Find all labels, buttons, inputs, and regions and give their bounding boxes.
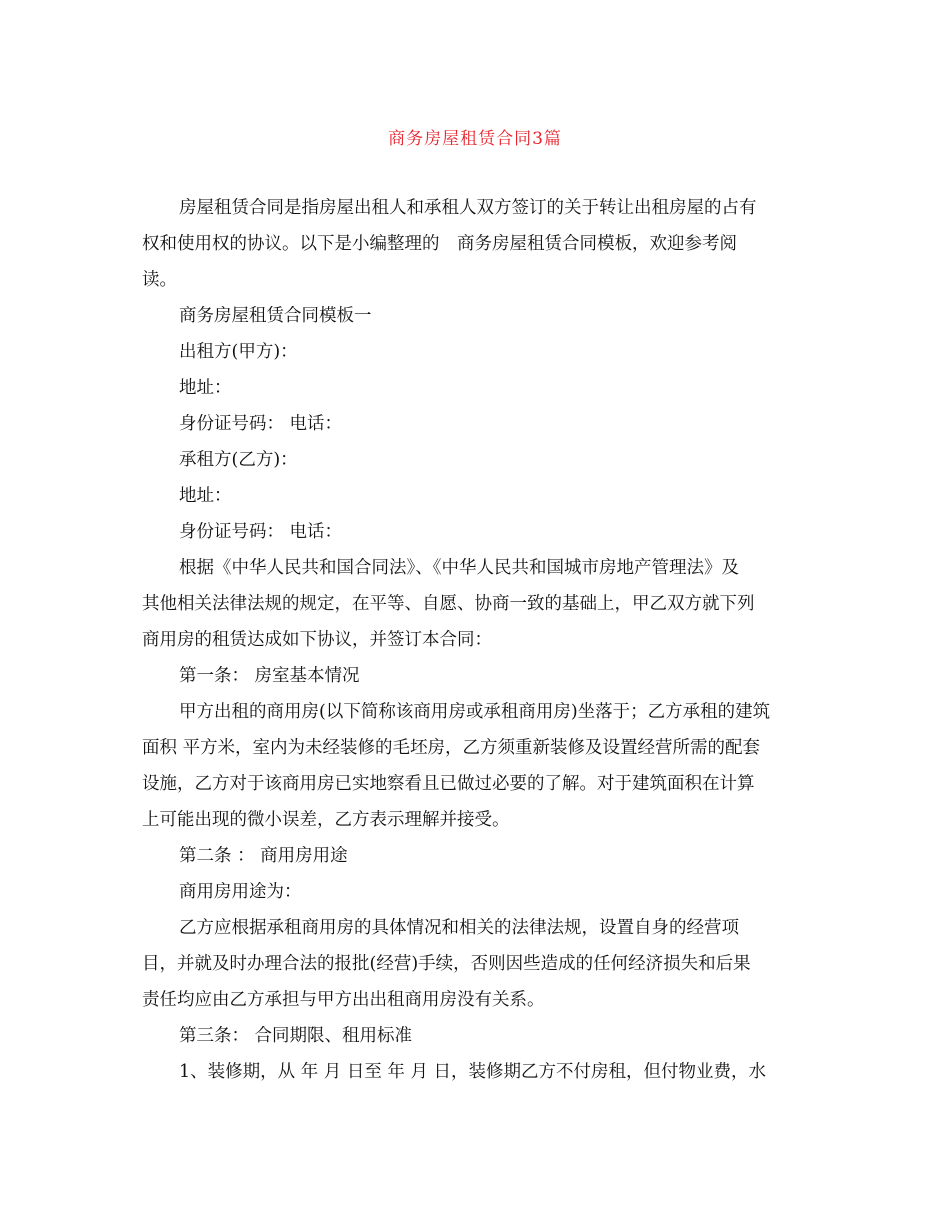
text-line: 乙方应根据承租商用房的具体情况和相关的法律法规，设置自身的经营项 — [179, 918, 739, 938]
text-line: 第三条： 合同期限、租用标准 — [179, 1026, 413, 1046]
text-line: 身份证号码： 电话： — [179, 414, 343, 434]
article-three-item-one — [142, 1054, 802, 1090]
article-one-heading — [142, 658, 802, 694]
text-line: 上可能出现的微小误差，乙方表示理解并接受。 — [142, 810, 510, 830]
party-a-address — [142, 370, 802, 406]
text-line: 设施，乙方对于该商用房已实地察看且已做过必要的了解。对于建筑面积在计算 — [142, 774, 755, 794]
text-line: 商用房用途为： — [179, 882, 302, 902]
text-line: 出租方(甲方)： — [179, 342, 298, 362]
text-line: 第二条 ： 商用房用途 — [179, 846, 348, 866]
text-line: 权和使用权的协议。以下是小编整理的 商务房屋租赁合同模板，欢迎参考阅 — [142, 234, 737, 254]
article-two-heading — [142, 838, 802, 874]
article-two-body — [142, 910, 802, 1018]
text-line: 房屋租赁合同是指房屋出租人和承租人双方签订的关于转让出租房屋的占有 — [179, 198, 757, 218]
party-a-label — [142, 334, 802, 370]
text-line: 商用房的租赁达成如下协议，并签订本合同： — [142, 630, 492, 650]
text-line: 身份证号码： 电话： — [179, 522, 343, 542]
party-b-address — [142, 478, 802, 514]
article-three-heading — [142, 1018, 802, 1054]
text-line: 甲方出租的商用房(以下简称该商用房或承租商用房)坐落于；乙方承租的建筑 — [179, 702, 771, 722]
text-line: 目，并就及时办理合法的报批(经营)手续，否则因些造成的任何经济损失和后果 — [142, 954, 751, 974]
document-title: 商务房屋租赁合同3篇 — [388, 129, 562, 149]
text-line: 根据《中华人民共和国合同法》、《中华人民共和国城市房地产管理法》及 — [179, 558, 739, 578]
text-line: 承租方(乙方)： — [179, 450, 298, 470]
text-line: 地址： — [179, 486, 232, 506]
text-line: 读。 — [142, 270, 177, 290]
text-line: 第一条： 房室基本情况 — [179, 666, 360, 686]
text-line: 1、装修期，从 年 月 日至 年 月 日，装修期乙方不付房租，但付物业费，水 — [179, 1062, 767, 1082]
article-one-body — [142, 694, 802, 838]
text-line: 商务房屋租赁合同模板一 — [179, 306, 372, 326]
text-line: 责任均应由乙方承担与甲方出出租商用房没有关系。 — [142, 990, 545, 1010]
party-b-id-phone — [142, 514, 802, 550]
paragraph-legal-basis — [142, 550, 802, 658]
text-line: 面积 平方米，室内为未经装修的毛坯房，乙方须重新装修及设置经营所需的配套 — [142, 738, 761, 758]
paragraph-intro — [142, 190, 802, 298]
party-a-id-phone — [142, 406, 802, 442]
text-line: 其他相关法律法规的规定，在平等、自愿、协商一致的基础上，甲乙双方就下列 — [142, 594, 755, 614]
text-line: 地址： — [179, 378, 232, 398]
document-body — [142, 190, 802, 1090]
party-b-label — [142, 442, 802, 478]
section-heading-template-one — [142, 298, 802, 334]
article-two-usage — [142, 874, 802, 910]
